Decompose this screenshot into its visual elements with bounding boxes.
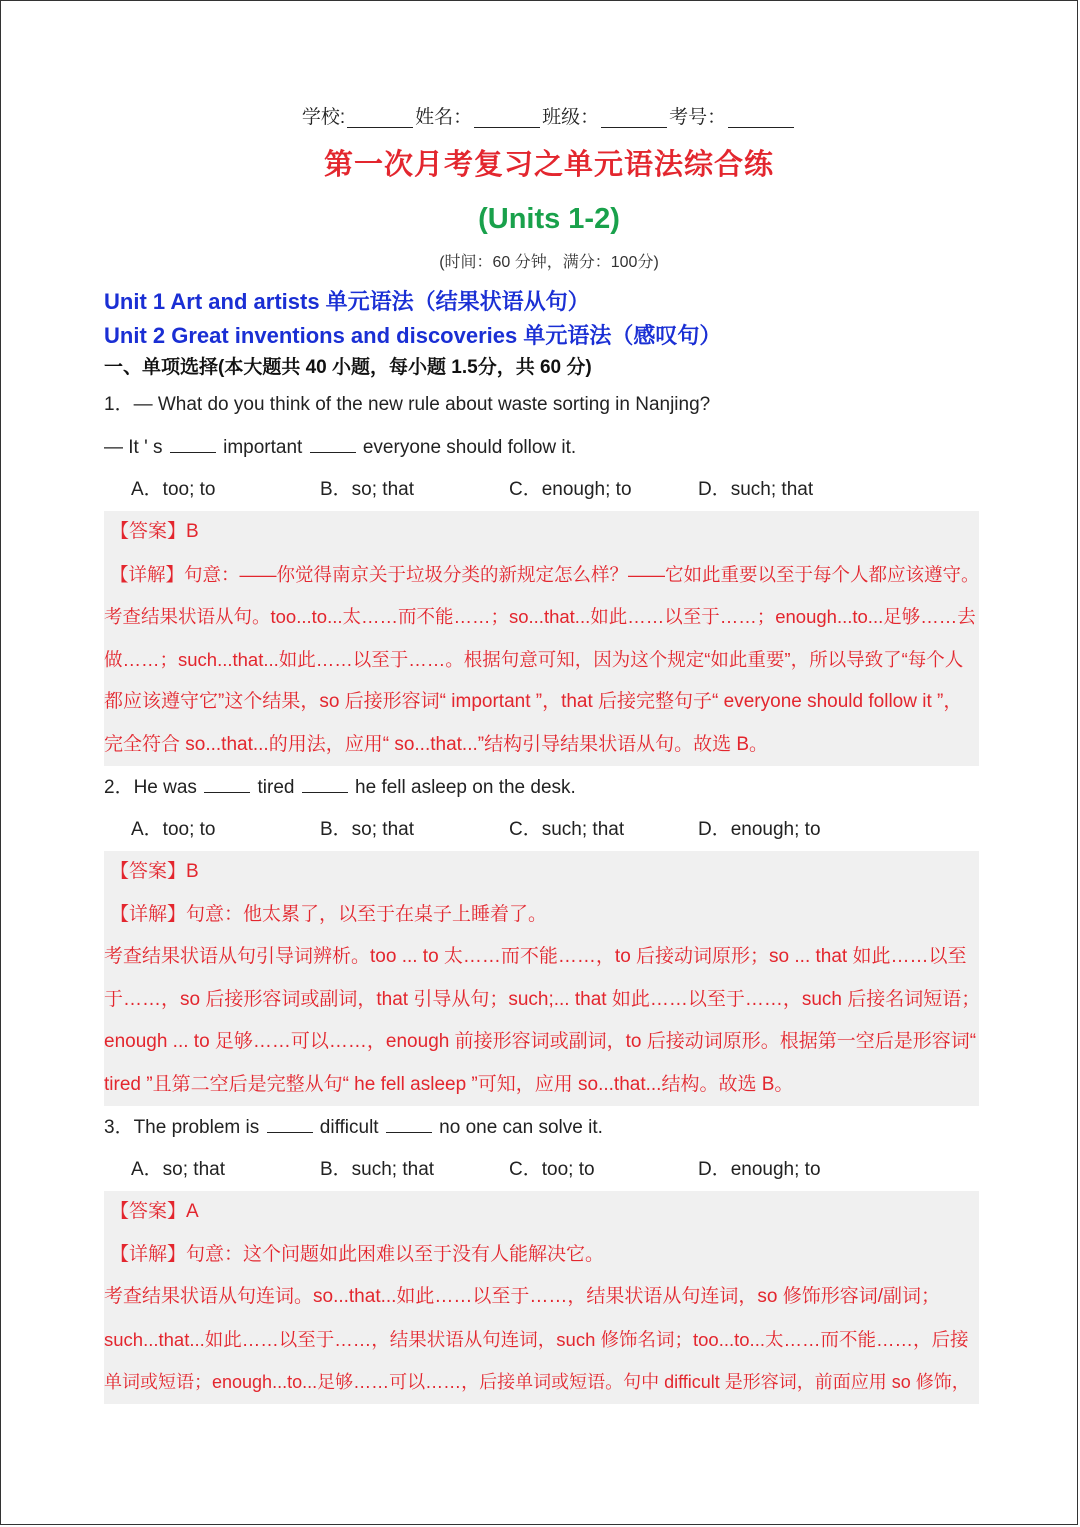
option-c: C．enough; to [509, 479, 632, 500]
explanation-line: such...that...如此……以至于……，结果状语从句连词，such 修饰名词；too...to...太……而不能……，后接 [104, 1328, 969, 1350]
answer-blank [170, 434, 216, 453]
answer-blank [386, 1114, 432, 1133]
explanation-line: 考查结果状语从句。too...to...太……而不能……；so...that...如此……以至于……；enough...to...足够……去 [104, 606, 976, 627]
option-d: D．enough; to [698, 1159, 821, 1180]
option-c: C．too; to [509, 1159, 595, 1180]
answer-blank [302, 774, 348, 793]
answer-blank [204, 774, 250, 793]
name-blank [474, 107, 540, 128]
explanation-line: 考查结果状语从句引导词辨析。too ... to 太……而不能……，to 后接动词原形；so ... that 如此……以至 [104, 946, 967, 967]
option-d: D．such; that [698, 479, 814, 500]
stem-part: — It ' s [104, 437, 163, 458]
options-row [104, 809, 994, 851]
class-label: 班级： [542, 107, 600, 128]
stem-part: important [223, 437, 303, 458]
stem-part: 2．He was [104, 777, 197, 798]
explanation-line: 单词或短语；enough...to...足够……可以……，后接单词或短语。句中 difficult 是形容词，前面应用 so 修饰， [104, 1372, 970, 1392]
student-info-line [104, 101, 994, 135]
option-b: B．such; that [320, 1159, 435, 1180]
answer-key: 【答案】B [110, 861, 199, 882]
question-stem: 1．— What do you think of the new rule about waste sorting in Nanjing? [104, 394, 711, 415]
option-a: A．so; that [131, 1159, 225, 1180]
stem-part: he fell asleep on the desk. [355, 777, 576, 798]
stem-part: 3．The problem is [104, 1117, 260, 1138]
answer-box [104, 1191, 979, 1404]
page-subtitle: (Units 1-2) [478, 203, 620, 235]
stem-part: difficult [319, 1117, 379, 1138]
explanation-line: 【详解】句意：——你觉得南京关于垃圾分类的新规定怎么样？——它如此重要以至于每个人都应该遵守。 [110, 563, 980, 585]
page-title: 第一次月考复习之单元语法综合练 [323, 149, 774, 181]
name-label: 姓名： [415, 107, 473, 128]
question-2 [104, 766, 994, 1106]
school-label: 学校: [301, 107, 346, 128]
question-1 [104, 383, 994, 766]
document-content [104, 101, 994, 1404]
answer-blank [310, 434, 356, 453]
answer-key: 【答案】A [110, 1201, 199, 1222]
option-d: D．enough; to [698, 819, 821, 840]
option-b: B．so; that [320, 479, 414, 500]
option-a: A．too; to [131, 479, 216, 500]
options-row [104, 469, 994, 511]
explanation-line: tired ”且第二空后是完整从句“ he fell asleep ”可知，应用 so...that...结构。故选 B。 [104, 1073, 794, 1095]
answer-box [104, 511, 979, 766]
stem-part: no one can solve it. [439, 1117, 603, 1138]
answer-blank [267, 1114, 313, 1133]
unit-2-heading: Unit 2 Great inventions and discoveries 单元语法（感叹句） [104, 323, 722, 348]
option-a: A．too; to [131, 819, 216, 840]
question-stem [104, 1106, 994, 1149]
explanation-line: 都应该遵守它”这个结果，so 后接形容词“ important ”，that 后接完整句子“ everyone should follow it ”， [104, 691, 963, 712]
question-3 [104, 1106, 994, 1404]
school-blank [347, 107, 413, 128]
exam-no-label: 考号： [669, 107, 727, 128]
explanation-line: 于……，so 后接形容词或副词，that 引导从句；such;... that 如此……以至于……，such 后接名词短语； [104, 988, 981, 1010]
stem-part: everyone should follow it. [362, 437, 577, 458]
time-info: (时间：60 分钟，满分：100分) [439, 254, 659, 271]
question-reply [104, 426, 994, 469]
section-title: 一、单项选择(本大题共 40 小题，每小题 1.5分，共 60 分) [104, 357, 592, 378]
explanation-line: 【详解】句意：他太累了，以至于在桌子上睡着了。 [110, 903, 548, 925]
answer-key: 【答案】B [110, 521, 199, 542]
answer-box [104, 851, 979, 1106]
options-row [104, 1149, 994, 1191]
explanation-line: enough ... to 足够……可以……，enough 前接形容词或副词，to 后接动词原形。根据第一空后是形容词“ [104, 1031, 977, 1052]
explanation-line: 考查结果状语从句连词。so...that...如此……以至于……，结果状语从句连词，so 修饰形容词/副词； [104, 1286, 941, 1307]
question-stem [104, 766, 994, 809]
class-blank [601, 107, 667, 128]
explanation-line: 做……；such...that...如此……以至于……。根据句意可知，因为这个规定“如此重要”，所以导致了“每个人 [104, 648, 964, 670]
option-b: B．so; that [320, 819, 414, 840]
explanation-line: 完全符合 so...that...的用法，应用“ so...that...”结构引导结果状语从句。故选 B。 [104, 733, 769, 755]
unit-1-heading: Unit 1 Art and artists 单元语法（结果状语从句） [104, 289, 590, 314]
exam-no-blank [728, 107, 794, 128]
option-c: C．such; that [509, 819, 625, 840]
explanation-line: 【详解】句意：这个问题如此困难以至于没有人能解决它。 [110, 1243, 605, 1265]
stem-part: tired [257, 777, 295, 798]
